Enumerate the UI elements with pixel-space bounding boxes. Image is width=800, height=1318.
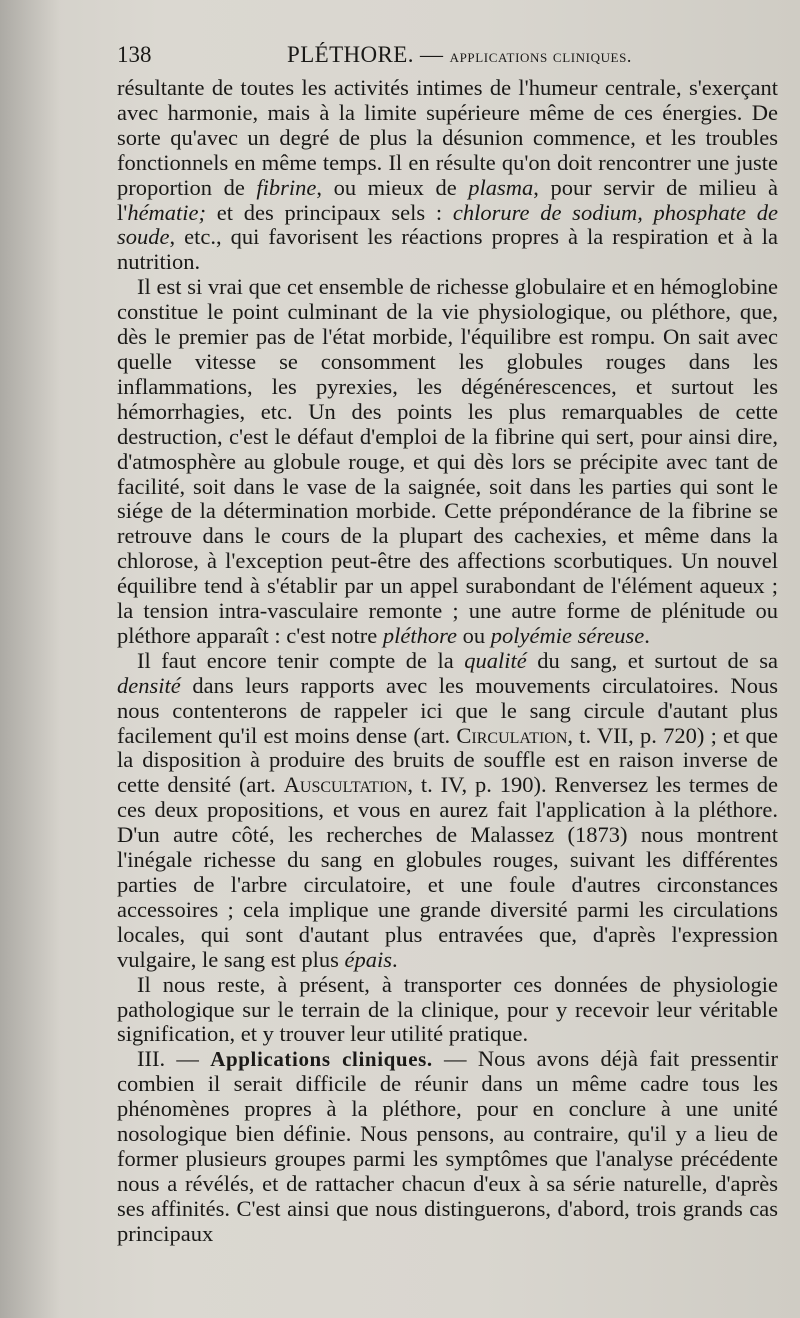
paragraph bbox=[117, 275, 778, 649]
article-reference: Circulation bbox=[456, 722, 568, 748]
italic-term: pléthore bbox=[382, 622, 457, 648]
text-run: , t. VII, p. 720) ; et que la disposition à produire des bruits de souffle est en raison inverse de cette densité (art. bbox=[117, 722, 778, 798]
page-number: 138 bbox=[117, 42, 152, 67]
text-run: , t. IV, p. 190). Renversez les termes de ces deux propositions, et vous en aurez fait l'application à la pléthore. D'un autre côté, les recherches de Malassez (1873) nous montrent l'inégale richesse du sang en globules rouges, suivant les différentes parties de l'arbre circulatoire, et une foule d'autres circonstances accessoires ; cela implique une grande diversité parmi les circulations locales, qui sont d'autant plus entravées que, d'après l'expression vulgaire, le sang est plus bbox=[117, 772, 778, 972]
text-run: Il est si vrai que cet ensemble de richesse globulaire et en hémoglobine constitue le point culminant de la vie physiologique, ou pléthore, que, dès le premier pas de l'état morbide, l'équilibre est rompu. On sait avec quelle vitesse se consomment les globules rouges dans les inflammations, les pyrexies, les dégénérescences, et surtout les hémorrhagies, etc. Un des points les plus remarquables de cette destruction, c'est le défaut d'emploi de la fibrine qui sert, pour ainsi dire, d'atmosphère au globule rouge, et qui dès lors se précipite avec tant de facilité, soit dans le vase de la saignée, soit dans les parties qui sont le siége de la détermination morbide. Cette prépondérance de la fibrine se retrouve dans le cours de la plupart des cachexies, et même dans la chlorose, à l'exception peut-être des affections scorbutiques. Un nouvel équilibre tend à s'établir par un appel surabondant de l'élément aqueux ; la tension intra-vasculaire remonte ; une autre forme de plénitude ou pléthore apparaît : c'est notre bbox=[117, 274, 778, 648]
italic-term: épais bbox=[344, 946, 392, 972]
running-title bbox=[287, 42, 632, 68]
text-run: , etc., qui favorisent les réactions propres à la respiration et à la nutrition. bbox=[117, 224, 778, 275]
text-run: ou bbox=[456, 622, 491, 648]
italic-term: fibrine bbox=[256, 174, 317, 200]
text-run: , ou mieux de bbox=[316, 174, 469, 200]
paragraph bbox=[117, 76, 778, 275]
text-run: — Nous avons déjà fait pressentir combien il serait difficile de réunir dans un même cadre tous les phénomènes propres à la pléthore, pour en conclure à une unité nosologique bien définie. Nous pensons, au contraire, qu'il y a lieu de former plusieurs groupes parmi les symptômes que l'analyse précédente nous a révélés, et de rattacher chacun d'eux à sa série naturelle, d'après ses affinités. C'est ainsi que nous distinguerons, d'abord, trois grands cas principaux bbox=[117, 1046, 778, 1246]
paragraph: Il nous reste, à présent, à transporter ces données de physiologie pathologique sur le terrain de la clinique, pour y recevoir leur véritable signification, et y trouver leur utilité pratique. bbox=[117, 971, 778, 1047]
text-run: , pour servir de milieu à l' bbox=[117, 174, 778, 225]
italic-term: densité bbox=[117, 672, 181, 698]
italic-term: qualité bbox=[464, 647, 527, 673]
italic-term: plasma bbox=[468, 174, 534, 200]
text-run: Il faut encore tenir compte de la bbox=[137, 647, 465, 673]
running-title-main: PLÉTHORE. — bbox=[287, 42, 444, 67]
text-run: . bbox=[391, 946, 398, 972]
section-heading: Applications cliniques. bbox=[210, 1047, 433, 1072]
text-run: du sang, et surtout de sa bbox=[526, 647, 779, 673]
body-text bbox=[117, 76, 778, 1247]
paragraph bbox=[117, 649, 778, 973]
paragraph bbox=[117, 1047, 778, 1246]
italic-term: polyémie séreuse bbox=[490, 622, 645, 648]
section-number: III. — bbox=[137, 1046, 211, 1072]
italic-term: chlorure de sodium, phosphate de soude bbox=[117, 199, 778, 250]
text-run: dans leurs rapports avec les mouvements circulatoires. Nous nous contenterons de rappeler ici que le sang circule d'autant plus facilement qu'il est moins dense (art. bbox=[117, 672, 778, 748]
text-run: résultante de toutes les activités intimes de l'humeur centrale, s'exerçant avec harmonie, mais à la limite supérieure même de ces énergies. De sorte qu'avec un degré de plus la désunion commence, et les troubles fonctionnels en même temps. Il en résulte qu'on doit rencontrer une juste proportion de bbox=[117, 75, 778, 200]
text-run: . bbox=[644, 622, 650, 648]
page-gutter-shadow bbox=[0, 0, 60, 1318]
running-title-section: applications cliniques. bbox=[449, 46, 633, 66]
article-reference: Auscultation bbox=[283, 772, 408, 798]
italic-term: hématie; bbox=[127, 199, 207, 225]
text-run: et des principaux sels : bbox=[206, 199, 453, 225]
running-header bbox=[117, 38, 778, 68]
